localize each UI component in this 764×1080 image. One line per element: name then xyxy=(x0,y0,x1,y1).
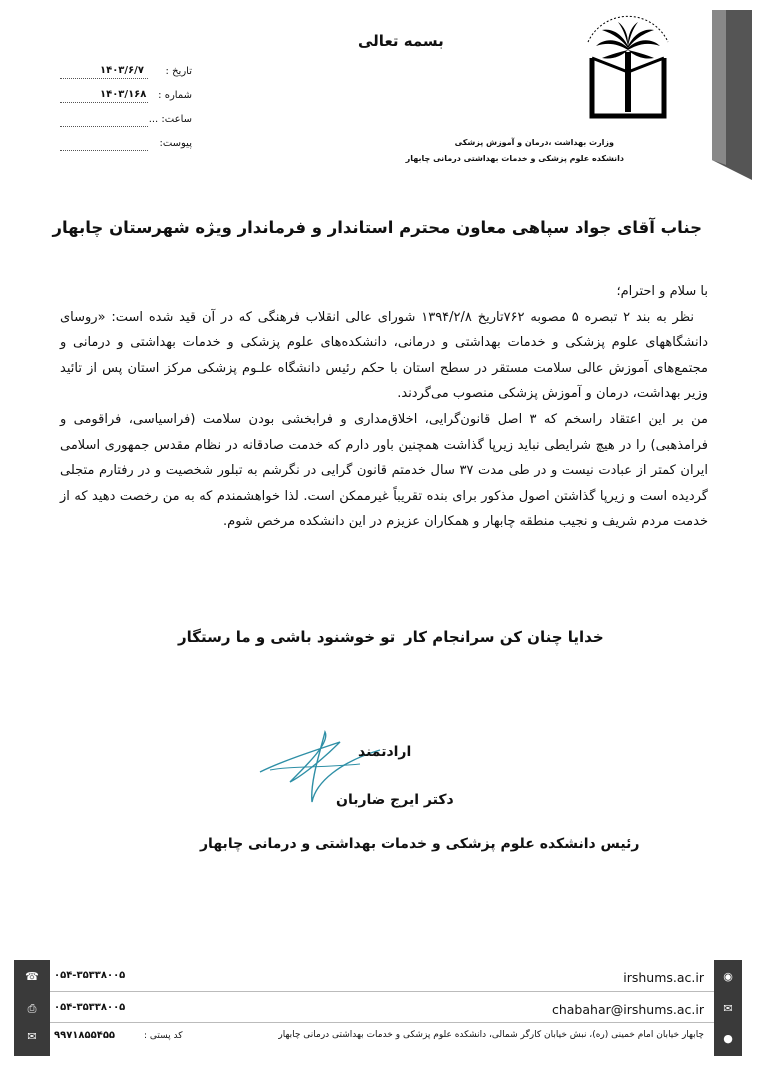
attachment-field xyxy=(60,138,192,154)
postal-address: چابهار خیابان امام خمینی (ره)، نبش خیابان کارگر شمالی، دانشکده علوم پزشکی و خدمات بهداشتی درمانی چابهار xyxy=(278,1030,704,1040)
attachment-label: پیوست: xyxy=(159,138,192,149)
postal-icon: ✉ xyxy=(27,1030,37,1043)
postal-code-label: کد پستی : xyxy=(144,1031,183,1041)
letterhead-footer xyxy=(14,960,742,1056)
ministry-name: وزارت بهداشت ،درمان و آموزش پزشکی xyxy=(454,138,614,147)
number-label: شماره : xyxy=(158,90,192,101)
paragraph-1: نظر به بند ۲ تبصره ۵ مصوبه ۷۶۲تاریخ ۱۳۹۴/۲/۸ شورای عالی انقلاب فرهنگی که در آن قید شده است: «روسای دانشگاههای علوم پزشکی و خدمات بهداشتی و درمانی، دانشکده‌های علوم پزشکی و خدمات بهداشتی و درمانی و مجتمع‌های آموزش عالی سلامت مستقر در سطح استان با حکم رئیس دانشگاه علـوم پزشکی مرکز استان پس از تائید وزیر بهداشت، درمان و آموزش پزشکی منصوب می‌گردند. xyxy=(60,309,708,402)
number-field xyxy=(60,90,192,106)
fax-icon: ⎙ xyxy=(27,1002,37,1015)
greeting: با سلام و احترام؛ xyxy=(616,284,708,299)
date-field xyxy=(60,66,192,82)
mail-icon: ✉ xyxy=(723,1002,733,1015)
paragraph-2: من بر این اعتقاد راسخم که ۳ اصل قانون‌گرایی، اخلاق‌مداری و فرابخشی بودن سلامت (فراسیاسی، فراقومی و فرامذهبی) را در هیچ شرایطی نباید زیرپا گذاشت همچنین باور دارم که خدمت صادقانه در نظام مقدس جمهوری اسلامی ایران کمتر از عبادت نیست و در طی مدت ۳۷ سال خدمتم قانون گرایی در نگرشم به تبلور شخصیت و در رفتارم متجلی گردیده است و زیرپا گذاشتن اصول مذکور برای بنده تقریباً غیرممکن است. لذا خواهشمندم که به من رخصت دهید که از خدمت مردم شریف و نجیب منطقه چابهار و همکاران عزیزم در این دانشکده مرخص شوم. xyxy=(60,411,708,530)
corner-tab-decoration xyxy=(712,10,752,180)
faculty-name: دانشکده علوم پزشکی و خدمات بهداشتی درمانی چابهار xyxy=(405,154,624,163)
poem-line-right: خدایا چنان کن سرانجام کار xyxy=(404,628,604,646)
university-logo xyxy=(578,12,678,124)
phone-number: ۰۵۴-۳۵۳۳۸۰۰۵ xyxy=(54,970,126,981)
basmala-heading: بسمه تعالی xyxy=(358,32,444,50)
number-value: ۱۴۰۳/۱۶۸ xyxy=(100,89,147,100)
closing-word: ارادتمند xyxy=(358,744,412,760)
signer-title: رئیس دانشکده علوم پزشکی و خدمات بهداشتی و درمانی چابهار xyxy=(200,836,640,852)
location-icon: ● xyxy=(723,1032,733,1045)
phone-icon: ☎ xyxy=(25,970,39,983)
signer-name: دکتر ایرج ضاربان xyxy=(336,792,454,808)
poem-line-left: تو خوشنود باشی و ما رستگار xyxy=(178,628,396,646)
website-link[interactable]: irshums.ac.ir xyxy=(623,970,704,985)
date-value: ۱۴۰۳/۶/۷ xyxy=(100,65,144,76)
time-label: ساعت: ... xyxy=(148,114,192,125)
date-label: تاریخ : xyxy=(165,66,192,77)
email-link[interactable]: chabahar@irshums.ac.ir xyxy=(551,1002,704,1017)
postal-code: ۹۹۷۱۸۵۵۴۵۵ xyxy=(54,1030,116,1041)
time-field xyxy=(60,114,192,130)
letter-body xyxy=(60,279,708,535)
recipient-line: جناب آقای جواد سپاهی معاون محترم استاندار و فرماندار ویژه شهرستان چابهار xyxy=(52,218,702,237)
fax-number: ۰۵۴-۳۵۳۳۸۰۰۵ xyxy=(54,1002,126,1013)
globe-icon: ◉ xyxy=(723,970,733,983)
